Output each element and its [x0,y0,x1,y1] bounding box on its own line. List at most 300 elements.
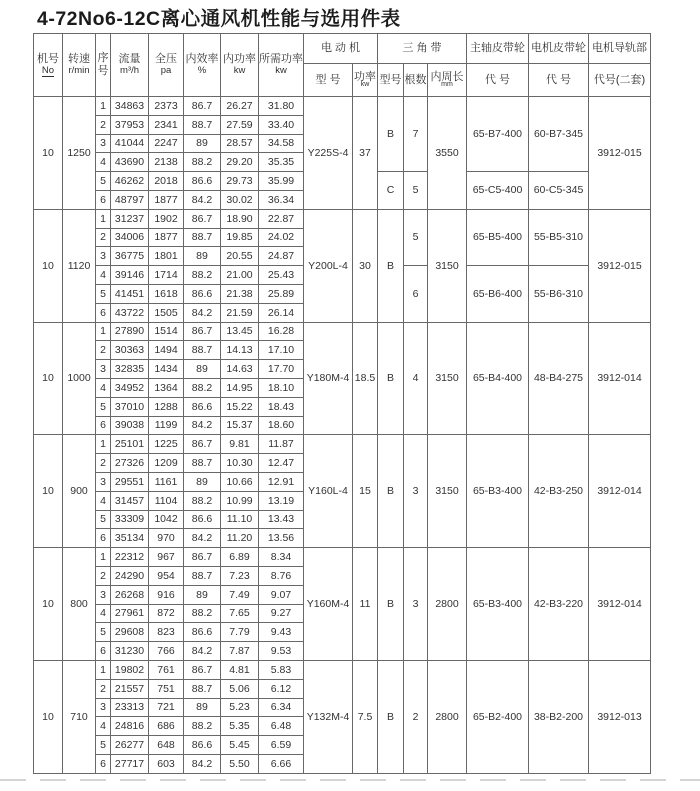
cell-speed: 1250 [63,97,96,210]
cell-motor-pulley: 60-C5-345 [529,172,589,210]
cell-motor-power: 11 [353,548,378,661]
cell-pressure: 1161 [149,472,184,491]
cell-seq: 5 [96,736,111,755]
cell-flow: 31237 [111,209,149,228]
cell-required-power: 13.19 [259,491,304,510]
cell-inner-power: 5.50 [221,754,259,773]
cell-seq: 4 [96,717,111,736]
cell-spindle-pulley: 65-B5-400 [467,209,529,265]
cell-seq: 5 [96,284,111,303]
cell-belt-count: 3 [404,548,428,661]
cell-rail-code: 3912-014 [589,435,651,548]
cell-pressure: 1801 [149,247,184,266]
cell-pressure: 1434 [149,360,184,379]
cell-pressure: 967 [149,548,184,567]
cell-efficiency: 89 [184,472,221,491]
cell-spindle-pulley: 65-B3-400 [467,435,529,548]
cell-efficiency: 89 [184,698,221,717]
cell-required-power: 36.34 [259,190,304,209]
cell-spindle-pulley: 65-B4-400 [467,322,529,435]
cell-required-power: 9.53 [259,642,304,661]
cell-required-power: 16.28 [259,322,304,341]
col-header-belt-model: 型号 [378,64,404,97]
cell-flow: 37953 [111,115,149,134]
cell-spindle-pulley: 65-B6-400 [467,266,529,322]
cell-speed: 800 [63,548,96,661]
cell-inner-power: 10.30 [221,454,259,473]
cell-efficiency: 84.2 [184,303,221,322]
cell-inner-power: 18.90 [221,209,259,228]
cell-seq: 3 [96,472,111,491]
cell-spindle-pulley: 65-B3-400 [467,548,529,661]
cell-efficiency: 84.2 [184,529,221,548]
cell-flow: 46262 [111,172,149,191]
table-row [34,209,651,228]
cell-flow: 26268 [111,585,149,604]
cell-motor-power: 37 [353,97,378,210]
cell-efficiency: 86.6 [184,510,221,529]
cell-seq: 2 [96,115,111,134]
cell-seq: 3 [96,698,111,717]
cell-inner-power: 9.81 [221,435,259,454]
cell-inner-power: 10.66 [221,472,259,491]
cell-belt-model: B [378,322,404,435]
cell-seq: 6 [96,416,111,435]
cell-flow: 43690 [111,153,149,172]
cell-belt-count: 6 [404,266,428,322]
cell-flow: 33309 [111,510,149,529]
cell-required-power: 8.34 [259,548,304,567]
cell-required-power: 12.47 [259,454,304,473]
cell-efficiency: 86.6 [184,736,221,755]
cell-required-power: 5.83 [259,660,304,679]
page-title: 4-72No6-12C离心通风机性能与选用件表 [37,8,401,30]
cell-seq: 6 [96,642,111,661]
col-header-motor-pulley-code: 代 号 [529,64,589,97]
group-header-motor: 电 动 机 [304,34,378,64]
cell-efficiency: 86.6 [184,284,221,303]
cell-required-power: 35.99 [259,172,304,191]
cell-seq: 4 [96,266,111,285]
cell-inner-power: 27.59 [221,115,259,134]
cell-efficiency: 88.7 [184,341,221,360]
cell-inner-power: 30.02 [221,190,259,209]
cell-pressure: 1494 [149,341,184,360]
cell-required-power: 8.76 [259,566,304,585]
cell-inner-power: 7.65 [221,604,259,623]
cell-motor-pulley: 55-B5-310 [529,209,589,265]
cell-required-power: 13.43 [259,510,304,529]
cell-pressure: 1877 [149,190,184,209]
cell-efficiency: 89 [184,585,221,604]
cell-belt-length: 2800 [428,548,467,661]
cell-inner-power: 14.63 [221,360,259,379]
cell-inner-power: 14.13 [221,341,259,360]
group-header-spindle-pulley: 主轴皮带轮 [467,34,529,64]
cell-efficiency: 84.2 [184,754,221,773]
cell-pressure: 761 [149,660,184,679]
cell-required-power: 26.14 [259,303,304,322]
cell-pressure: 1514 [149,322,184,341]
cell-motor-pulley: 55-B6-310 [529,266,589,322]
cell-efficiency: 88.2 [184,153,221,172]
cell-pressure: 766 [149,642,184,661]
cell-pressure: 751 [149,679,184,698]
cell-seq: 1 [96,209,111,228]
cell-seq: 6 [96,303,111,322]
cell-required-power: 6.34 [259,698,304,717]
cell-efficiency: 84.2 [184,416,221,435]
cell-belt-count: 4 [404,322,428,435]
cell-motor-pulley: 48-B4-275 [529,322,589,435]
cell-efficiency: 88.2 [184,717,221,736]
cell-efficiency: 86.7 [184,548,221,567]
cell-rail-code: 3912-014 [589,322,651,435]
cell-flow: 23313 [111,698,149,717]
cell-required-power: 11.87 [259,435,304,454]
cell-motor-power: 18.5 [353,322,378,435]
cell-pressure: 823 [149,623,184,642]
cell-inner-power: 15.22 [221,397,259,416]
cell-belt-count: 2 [404,660,428,773]
col-header-speed: 转速 r/min [63,34,96,97]
cell-rail-code: 3912-015 [589,209,651,322]
col-header-belt-length: 内周长 mm [428,64,467,97]
group-header-motor-pulley: 电机皮带轮 [529,34,589,64]
cell-seq: 4 [96,153,111,172]
scan-shadow-line [0,779,700,781]
cell-seq: 6 [96,754,111,773]
cell-pressure: 1209 [149,454,184,473]
cell-flow: 27890 [111,322,149,341]
cell-pressure: 648 [149,736,184,755]
cell-seq: 4 [96,604,111,623]
col-header-inner-power: 内功率 kw [221,34,259,97]
cell-inner-power: 15.37 [221,416,259,435]
cell-flow: 27326 [111,454,149,473]
cell-machine-no: 10 [34,97,63,210]
table-body [34,97,651,774]
cell-efficiency: 88.2 [184,378,221,397]
cell-pressure: 872 [149,604,184,623]
cell-flow: 29608 [111,623,149,642]
cell-motor-model: Y132M-4 [304,660,353,773]
cell-pressure: 1618 [149,284,184,303]
cell-machine-no: 10 [34,435,63,548]
cell-flow: 31457 [111,491,149,510]
cell-belt-count: 5 [404,209,428,265]
cell-flow: 24290 [111,566,149,585]
col-header-efficiency: 内效率 % [184,34,221,97]
cell-belt-model: B [378,209,404,322]
cell-rail-code: 3912-013 [589,660,651,773]
col-header-motor-model: 型 号 [304,64,353,97]
cell-seq: 3 [96,585,111,604]
cell-required-power: 34.58 [259,134,304,153]
cell-pressure: 721 [149,698,184,717]
table-row [34,660,651,679]
cell-seq: 3 [96,247,111,266]
col-header-machine-no: 机号 No [34,34,63,97]
col-header-belt-count: 根数 [404,64,428,97]
cell-required-power: 18.10 [259,378,304,397]
cell-seq: 3 [96,360,111,379]
cell-efficiency: 86.7 [184,97,221,116]
cell-flow: 41451 [111,284,149,303]
cell-required-power: 6.59 [259,736,304,755]
cell-efficiency: 88.2 [184,604,221,623]
table-header [34,34,651,97]
cell-belt-count: 7 [404,97,428,172]
cell-pressure: 1714 [149,266,184,285]
cell-rail-code: 3912-014 [589,548,651,661]
cell-belt-count: 5 [404,172,428,210]
cell-flow: 32835 [111,360,149,379]
cell-seq: 1 [96,322,111,341]
cell-inner-power: 11.10 [221,510,259,529]
cell-efficiency: 88.2 [184,491,221,510]
cell-required-power: 25.89 [259,284,304,303]
cell-belt-length: 3550 [428,97,467,210]
cell-pressure: 970 [149,529,184,548]
cell-required-power: 9.27 [259,604,304,623]
cell-flow: 30363 [111,341,149,360]
cell-inner-power: 14.95 [221,378,259,397]
cell-motor-power: 30 [353,209,378,322]
cell-flow: 35134 [111,529,149,548]
cell-inner-power: 6.89 [221,548,259,567]
cell-inner-power: 7.87 [221,642,259,661]
col-header-motor-power: 功率 kw [353,64,378,97]
cell-inner-power: 29.73 [221,172,259,191]
cell-machine-no: 10 [34,322,63,435]
cell-required-power: 13.56 [259,529,304,548]
cell-flow: 48797 [111,190,149,209]
cell-inner-power: 5.06 [221,679,259,698]
cell-seq: 4 [96,491,111,510]
cell-inner-power: 20.55 [221,247,259,266]
cell-inner-power: 21.00 [221,266,259,285]
cell-motor-model: Y160L-4 [304,435,353,548]
cell-efficiency: 89 [184,360,221,379]
cell-efficiency: 84.2 [184,642,221,661]
cell-pressure: 1364 [149,378,184,397]
cell-efficiency: 86.6 [184,172,221,191]
cell-required-power: 17.10 [259,341,304,360]
cell-machine-no: 10 [34,209,63,322]
cell-flow: 34952 [111,378,149,397]
cell-pressure: 1505 [149,303,184,322]
group-header-rail: 电机导轨部 [589,34,651,64]
cell-belt-model: B [378,660,404,773]
cell-pressure: 1042 [149,510,184,529]
performance-table [33,33,651,774]
cell-inner-power: 21.38 [221,284,259,303]
cell-efficiency: 86.6 [184,623,221,642]
cell-efficiency: 89 [184,247,221,266]
cell-inner-power: 21.59 [221,303,259,322]
cell-flow: 36775 [111,247,149,266]
cell-efficiency: 86.7 [184,435,221,454]
cell-seq: 6 [96,190,111,209]
cell-seq: 2 [96,341,111,360]
cell-flow: 43722 [111,303,149,322]
cell-efficiency: 88.7 [184,566,221,585]
cell-speed: 1120 [63,209,96,322]
cell-motor-model: Y225S-4 [304,97,353,210]
cell-efficiency: 84.2 [184,190,221,209]
cell-efficiency: 88.7 [184,228,221,247]
cell-required-power: 35.35 [259,153,304,172]
cell-inner-power: 5.45 [221,736,259,755]
cell-motor-pulley: 42-B3-220 [529,548,589,661]
cell-belt-count: 3 [404,435,428,548]
cell-efficiency: 86.6 [184,397,221,416]
cell-motor-pulley: 60-B7-345 [529,97,589,172]
cell-inner-power: 5.23 [221,698,259,717]
cell-required-power: 6.48 [259,717,304,736]
cell-flow: 37010 [111,397,149,416]
col-header-seq: 序 号 [96,34,111,97]
cell-required-power: 12.91 [259,472,304,491]
cell-inner-power: 10.99 [221,491,259,510]
cell-pressure: 1288 [149,397,184,416]
cell-efficiency: 89 [184,134,221,153]
table-row [34,435,651,454]
table-row [34,97,651,116]
cell-flow: 24816 [111,717,149,736]
cell-inner-power: 5.35 [221,717,259,736]
cell-required-power: 33.40 [259,115,304,134]
cell-belt-model: C [378,172,404,210]
cell-seq: 3 [96,134,111,153]
cell-required-power: 24.87 [259,247,304,266]
col-header-spindle-pulley-code: 代 号 [467,64,529,97]
cell-pressure: 1902 [149,209,184,228]
cell-seq: 5 [96,510,111,529]
cell-flow: 39038 [111,416,149,435]
cell-required-power: 22.87 [259,209,304,228]
cell-seq: 2 [96,454,111,473]
col-header-flow: 流量 m³/h [111,34,149,97]
cell-pressure: 916 [149,585,184,604]
cell-required-power: 6.12 [259,679,304,698]
cell-inner-power: 29.20 [221,153,259,172]
cell-seq: 2 [96,679,111,698]
cell-belt-model: B [378,97,404,172]
col-header-rail-code: 代号(二套) [589,64,651,97]
cell-motor-model: Y180M-4 [304,322,353,435]
cell-speed: 900 [63,435,96,548]
cell-efficiency: 88.7 [184,679,221,698]
cell-required-power: 17.70 [259,360,304,379]
col-header-pressure: 全压 pa [149,34,184,97]
cell-flow: 31230 [111,642,149,661]
cell-required-power: 18.60 [259,416,304,435]
cell-flow: 21557 [111,679,149,698]
cell-pressure: 2373 [149,97,184,116]
cell-required-power: 24.02 [259,228,304,247]
cell-required-power: 31.80 [259,97,304,116]
cell-belt-length: 3150 [428,435,467,548]
cell-belt-length: 3150 [428,209,467,322]
cell-pressure: 954 [149,566,184,585]
cell-seq: 1 [96,97,111,116]
cell-required-power: 25.43 [259,266,304,285]
cell-seq: 1 [96,548,111,567]
cell-efficiency: 88.7 [184,454,221,473]
cell-pressure: 2018 [149,172,184,191]
cell-motor-power: 7.5 [353,660,378,773]
cell-flow: 34863 [111,97,149,116]
cell-flow: 29551 [111,472,149,491]
cell-inner-power: 26.27 [221,97,259,116]
cell-pressure: 1225 [149,435,184,454]
cell-efficiency: 86.7 [184,322,221,341]
cell-belt-length: 3150 [428,322,467,435]
cell-motor-model: Y200L-4 [304,209,353,322]
table-row [34,548,651,567]
cell-efficiency: 88.7 [184,115,221,134]
cell-pressure: 603 [149,754,184,773]
cell-inner-power: 13.45 [221,322,259,341]
cell-seq: 2 [96,566,111,585]
cell-efficiency: 86.7 [184,660,221,679]
cell-inner-power: 28.57 [221,134,259,153]
cell-flow: 39146 [111,266,149,285]
cell-seq: 5 [96,623,111,642]
cell-seq: 5 [96,397,111,416]
cell-pressure: 2341 [149,115,184,134]
cell-required-power: 6.66 [259,754,304,773]
cell-inner-power: 19.85 [221,228,259,247]
table-row [34,322,651,341]
cell-flow: 26277 [111,736,149,755]
cell-required-power: 18.43 [259,397,304,416]
cell-pressure: 2138 [149,153,184,172]
group-header-belt: 三 角 带 [378,34,467,64]
cell-flow: 22312 [111,548,149,567]
cell-required-power: 9.07 [259,585,304,604]
cell-flow: 19802 [111,660,149,679]
cell-belt-length: 2800 [428,660,467,773]
cell-motor-pulley: 42-B3-250 [529,435,589,548]
col-header-required-power: 所需功率 kw [259,34,304,97]
cell-pressure: 1104 [149,491,184,510]
cell-motor-model: Y160M-4 [304,548,353,661]
cell-spindle-pulley: 65-B2-400 [467,660,529,773]
cell-seq: 5 [96,172,111,191]
cell-speed: 710 [63,660,96,773]
cell-spindle-pulley: 65-B7-400 [467,97,529,172]
cell-pressure: 686 [149,717,184,736]
cell-seq: 6 [96,529,111,548]
cell-machine-no: 10 [34,548,63,661]
cell-flow: 34006 [111,228,149,247]
cell-inner-power: 7.79 [221,623,259,642]
cell-seq: 1 [96,435,111,454]
cell-required-power: 9.43 [259,623,304,642]
cell-flow: 27717 [111,754,149,773]
cell-seq: 1 [96,660,111,679]
cell-rail-code: 3912-015 [589,97,651,210]
cell-pressure: 1199 [149,416,184,435]
cell-speed: 1000 [63,322,96,435]
cell-belt-model: B [378,548,404,661]
cell-flow: 27961 [111,604,149,623]
cell-inner-power: 4.81 [221,660,259,679]
cell-pressure: 1877 [149,228,184,247]
